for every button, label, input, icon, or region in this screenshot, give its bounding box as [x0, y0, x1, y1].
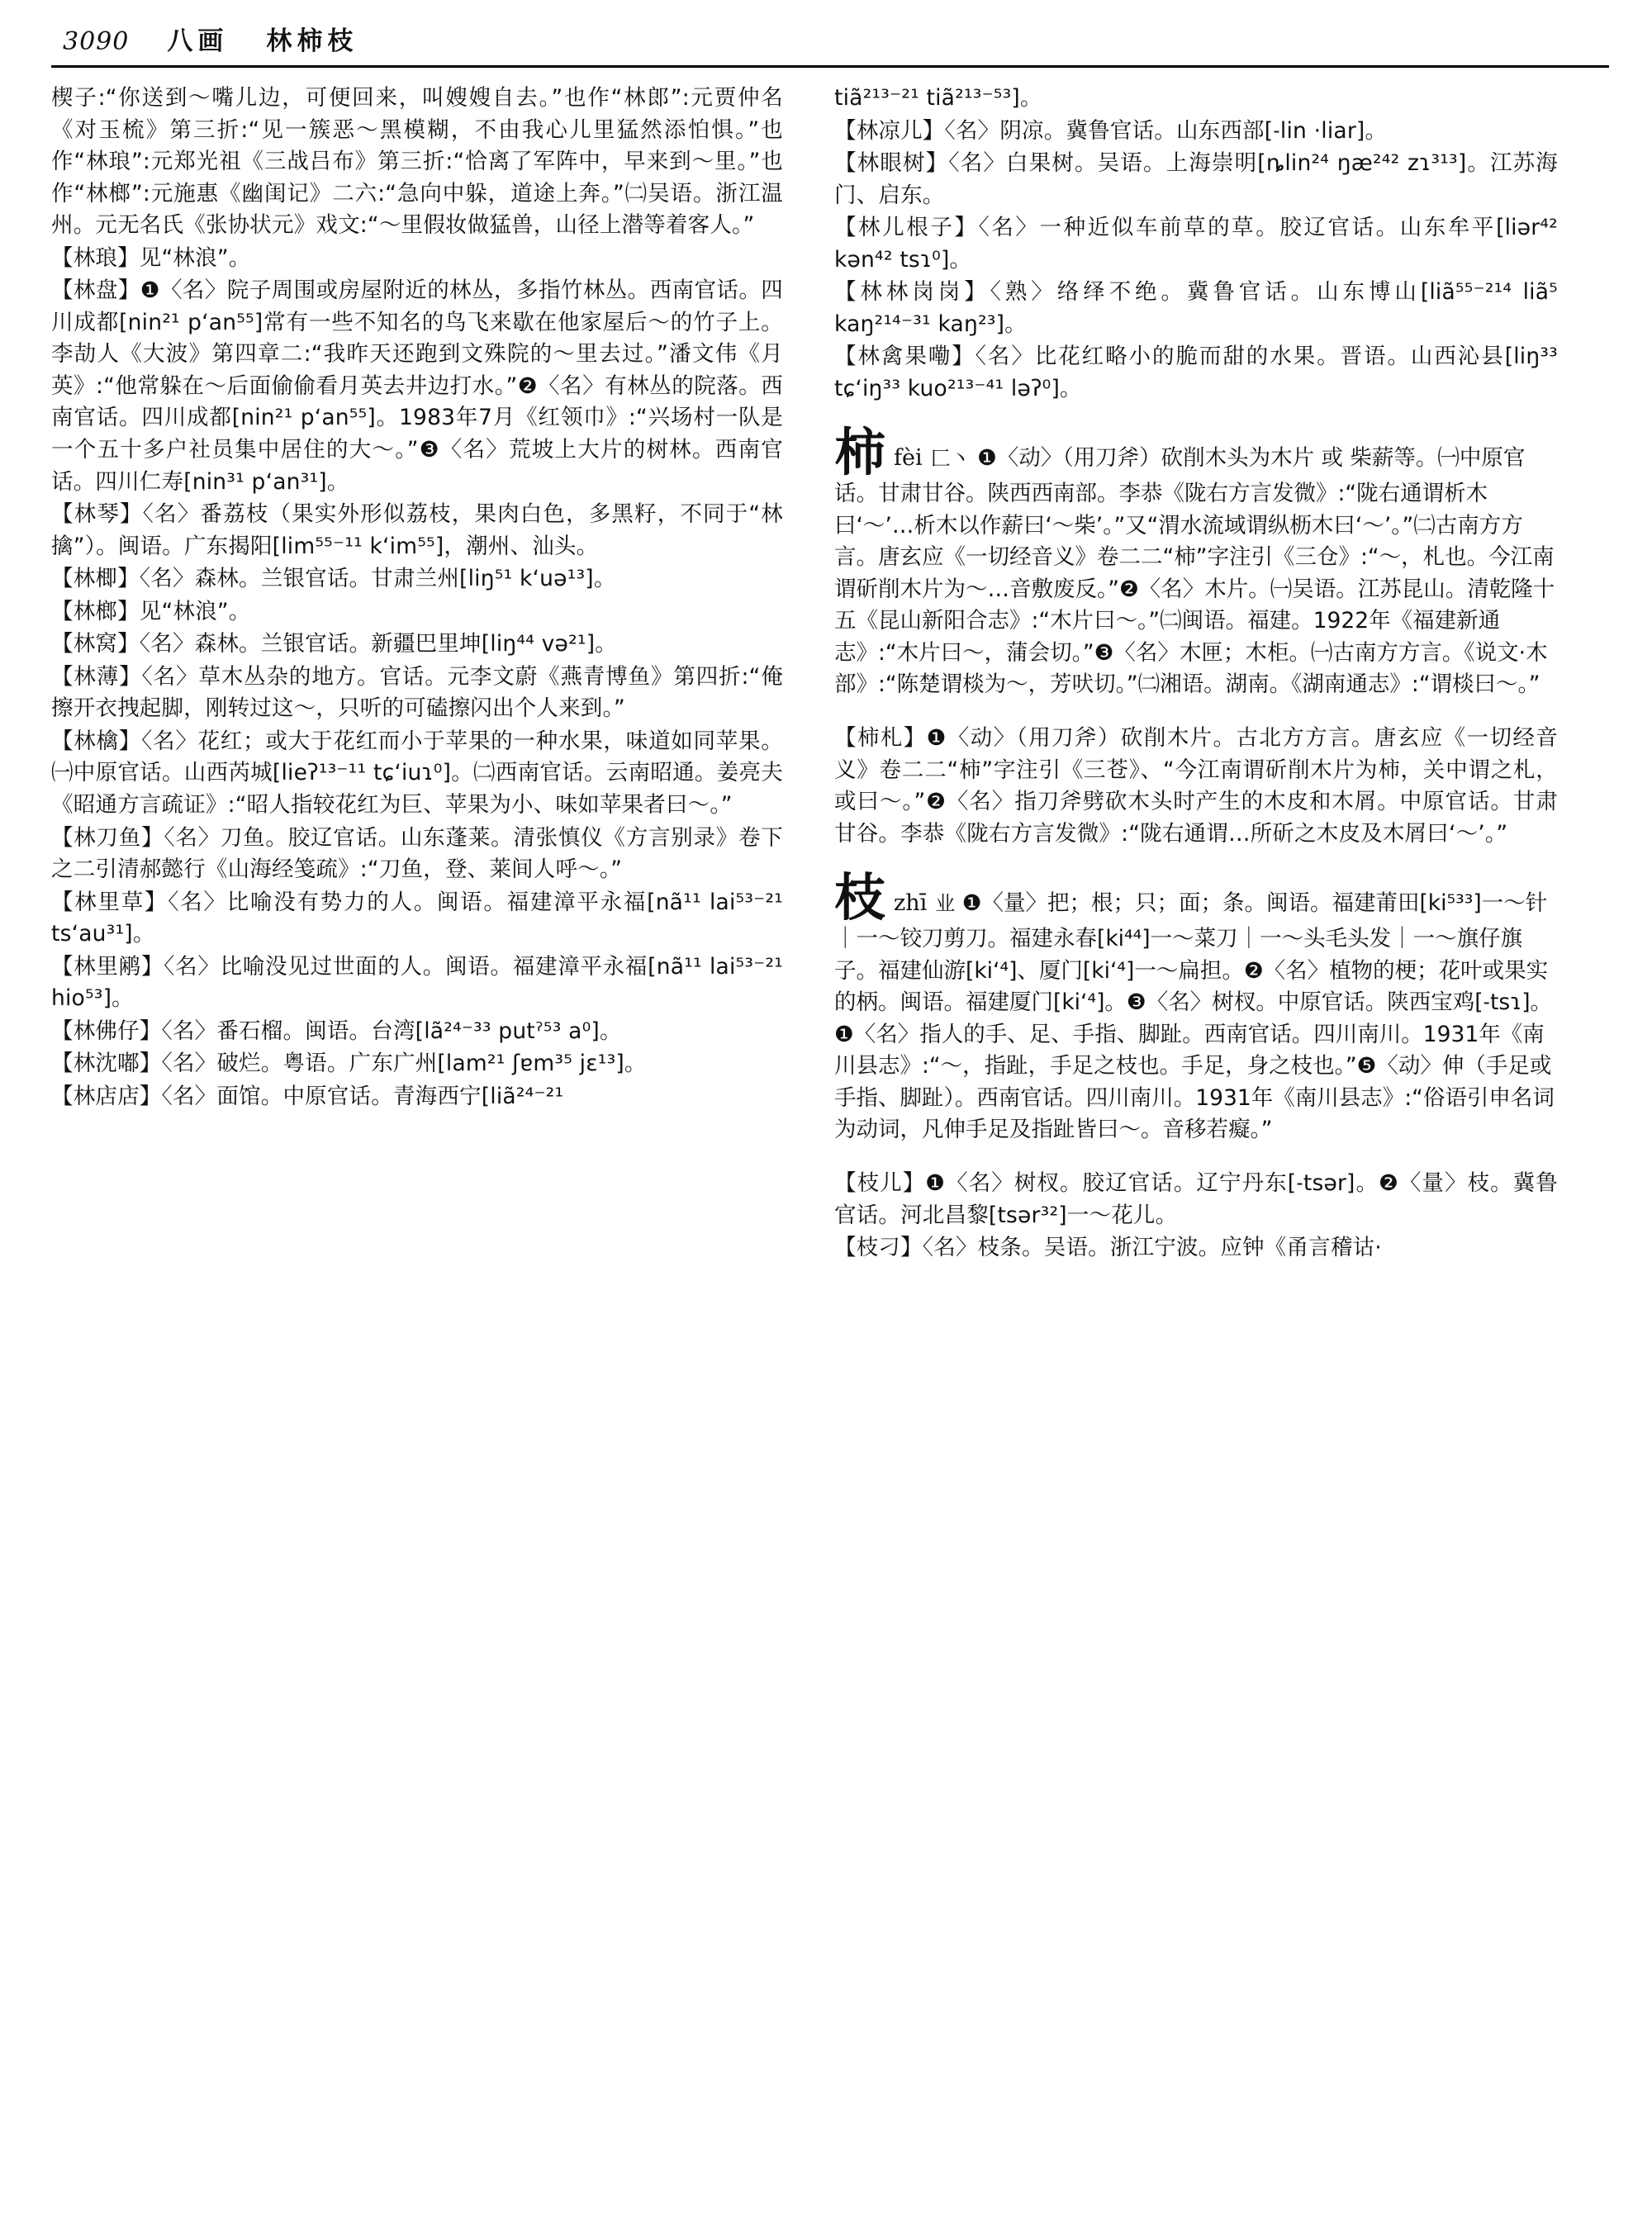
headword-radical: 匚丶 — [930, 446, 971, 470]
dictionary-entry: 【林琴】〈名〉番荔枝（果实外形似荔枝，果肉白色，多黑籽，不同于“林擒”）。闽语。广东揭阳[lim⁵⁵⁻¹¹ kʻim⁵⁵]，潮州、汕头。 — [51, 501, 783, 559]
dictionary-entry: 【林薄】〈名〉草木丛杂的地方。官话。元李文蔚《燕青博鱼》第四折:“俺擦开衣拽起脚，刚转过这～，只听的可磕擦闪出个人来到。” — [51, 663, 783, 722]
headword-pinyin: fèi — [894, 444, 923, 471]
text-columns — [51, 83, 1609, 2213]
dictionary-entry: 【林琅】见“林浪”。 — [51, 244, 251, 271]
dictionary-entry: 【林眼树】〈名〉白果树。吴语。上海崇明[ȵlin²⁴ ŋæ²⁴² zɿ³¹³]。江苏海门、启东。 — [834, 150, 1558, 208]
column-left — [51, 83, 805, 2213]
dictionary-entry: 【枝儿】❶〈名〉树杈。胶辽官话。辽宁丹东[˗tsər]。❷〈量〉枝。冀鲁官话。河北昌黎[tsər³²]一～花儿。 — [834, 1170, 1558, 1228]
column-right — [805, 83, 1558, 2213]
paragraph-continuation: tiã²¹³⁻²¹ tiã²¹³⁻⁵³]。 — [834, 85, 1042, 111]
dictionary-entry: 【柿札】❶〈动〉（用刀斧）砍削木片。古北方方言。唐玄应《一切经音义》卷二二“柿”字注引《三苍》、“今江南谓斫削木片为柿，关中谓之札，或曰～。”❷〈名〉指刀斧劈砍木头时产生的木皮和木屑。中原官话。甘肃甘谷。李恭《陇右方言发微》:“陇右通谓…所斫之木皮及木屑曰‘～’。” — [834, 725, 1558, 847]
dictionary-entry: 【林窝】〈名〉森林。兰银官话。新疆巴里坤[liŋ⁴⁴ və²¹]。 — [51, 631, 617, 657]
dictionary-entry: 【林佛仔】〈名〉番石榴。闽语。台湾[lã²⁴⁻³³ putˀ⁵³ a⁰]。 — [51, 1018, 622, 1044]
headword-definition — [834, 421, 1558, 701]
running-head — [51, 20, 1609, 57]
page-number: 3090 — [63, 27, 130, 56]
dictionary-entry: 【林檎】〈名〉花红；或大于花红而小于苹果的一种水果，味道如同苹果。㈠中原官话。山西芮城[lieʔ¹³⁻¹¹ tɕʻiuɿ⁰]。㈡西南官话。云南昭通。姜亮夫《昭通方言疏证》:“昭人指较花红为巨、苹果为小、味如苹果者曰～。” — [51, 728, 783, 818]
dictionary-entry: 【林禽果嘞】〈名〉比花红略小的脆而甜的水果。晋语。山西沁县[liŋ³³ tɕʻiŋ³³ kuo²¹³⁻⁴¹ ləʔ⁰]。 — [834, 344, 1558, 401]
headword-body: ❶〈量〉把；根；只；面；条。闽语。福建莆田[ki⁵³³]一～针｜一～铰刀剪刀。福建永春[ki⁴⁴]一～菜刀｜一～头毛头发｜一～旗仔旗子。福建仙游[kiʻ⁴]、厦门[kiʻ⁴]一～扁担。❷〈名〉植物的梗；花叶或果实的柄。闽语。福建厦门[kiʻ⁴]。❸〈名〉树杈。中原官话。陕西宝鸡[˗tsɿ]。❶〈名〉指人的手、足、手指、脚趾。西南官话。四川南川。1931年《南川县志》:“～，指趾，手足之枝也。手足，身之枝也。”❺〈动〉伸（手足或手指、脚趾）。西南官话。四川南川。1931年《南川县志》:“俗语引申名词为动词，凡伸手足及指趾皆曰～。音移若癡。” — [834, 890, 1555, 1143]
dictionary-entry: 【林楖】〈名〉森林。兰银官话。甘肃兰州[liŋ⁵¹ kʻuə¹³]。 — [51, 566, 616, 592]
dictionary-entry: 【林榔】见“林浪”。 — [51, 598, 251, 624]
headword-pinyin: zhī — [894, 890, 928, 916]
paragraph-continuation: 楔子:“你送到～嘴儿边，可便回来，叫嫂嫂自去。”也作“林郎”:元贾仲名《对玉梳》第三折:“见一簇恶～黑模糊，不由我心儿里猛然添怕惧。”也作“林琅”:元郑光祖《三战吕布》第三折:“恰离了军阵中，早来到～里。”也作“林榔”:元施惠《幽闺记》二六:“急向中躲，道途上奔。”㈡吴语。浙江温州。元无名氏《张协状元》戏文:“～里假妆做猛兽，山径上潜等着客人。” — [51, 85, 783, 239]
dictionary-entry: 【林盘】❶〈名〉院子周围或房屋附近的林丛，多指竹林丛。西南官话。四川成都[nin²¹ pʻan⁵⁵]常有一些不知名的鸟飞来歇在他家屋后～的竹子上。李劼人《大波》第四章二:“我昨天还跑到文殊院的～里去过。”潘文伟《月英》:“他常躲在～后面偷偷看月英去井边打水。”❷〈名〉有林丛的院落。西南官话。四川成都[nin²¹ pʻan⁵⁵]。1983年7月《红领巾》:“兴场村一队是一个五十多户社员集中居住的大～。”❸〈名〉荒坡上大片的树林。西南官话。四川仁寿[nin³¹ pʻan³¹]。 — [51, 278, 783, 495]
headword-block-zhi — [834, 866, 1558, 1146]
dictionary-entry: 【林店店】〈名〉面馆。中原官话。青海西宁[liã²⁴⁻²¹ — [51, 1083, 564, 1109]
headword-body: ❶〈动〉（用刀斧）砍削木头为木片 或 柴薪等。㈠中原官话。甘肃甘谷。陕西西南部。李恭《陇右方言发微》:“陇右通谓析木曰‘～’…析木以作薪曰‘～柴’。”又“渭水流域谓纵枥木曰‘～’。”㈡古南方方言。唐玄应《一切经音义》卷二二“柿”字注引《三仓》:“～，札也。今江南谓斫削木片为～…音敷废反。”❷〈名〉木片。㈠吴语。江苏昆山。清乾隆十五《昆山新阳合志》:“木片曰～。”㈡闽语。福建。1922年《福建新通志》:“木片曰～，蒲会切。”❸〈名〉木匣；木柜。㈠古南方方言。《说文·木部》:“陈楚谓棪为～，芳吠切。”㈡湘语。湖南。《湖南通志》:“谓棪曰～。” — [834, 444, 1555, 698]
dictionary-entry: 【林里鹇】〈名〉比喻没见过世面的人。闽语。福建漳平永福[nã¹¹ lai⁵³⁻²¹ hio⁵³]。 — [51, 953, 783, 1012]
dictionary-entry: 【林刀鱼】〈名〉刀鱼。胶辽官话。山东蓬莱。清张慎仪《方言别录》卷下之二引清郝懿行《山海经笺疏》:“刀鱼，登、莱间人呼～。” — [51, 824, 783, 883]
dictionary-entry: 【林凉儿】〈名〉阴凉。冀鲁官话。山东西部[˗lin ·liar]。 — [834, 117, 1388, 144]
headword-radical: 业 — [935, 891, 956, 915]
dictionary-entry: 【林里草】〈名〉比喻没有势力的人。闽语。福建漳平永福[nã¹¹ lai⁵³⁻²¹ tsʻau³¹]。 — [51, 889, 783, 947]
head-characters: 林柿枝 — [266, 26, 358, 56]
dictionary-entry: 【枝刁】〈名〉枝条。吴语。浙江宁波。应钟《甬言稽诂· — [834, 1235, 1382, 1261]
stroke-count-label: 八画 — [167, 26, 229, 56]
headword-block-shi — [834, 421, 1558, 701]
headword-character: 枝 — [834, 866, 886, 928]
dictionary-entry: 【林林岗岗】〈熟〉络绎不绝。冀鲁官话。山东博山[liã⁵⁵⁻²¹⁴ liã⁵ kaŋ²¹⁴⁻³¹ kaŋ²³]。 — [834, 279, 1558, 337]
dictionary-entry: 【林儿根子】〈名〉一种近似车前草的草。胶辽官话。山东牟平[liər⁴² kən⁴² tsɿ⁰]。 — [834, 215, 1558, 273]
header-rule — [51, 65, 1609, 68]
headword-character: 柿 — [834, 421, 886, 482]
dictionary-entry: 【林沈嘟】〈名〉破烂。粤语。广东广州[lam²¹ ʃɐm³⁵ jɛ¹³]。 — [51, 1051, 647, 1077]
headword-definition — [834, 866, 1558, 1146]
